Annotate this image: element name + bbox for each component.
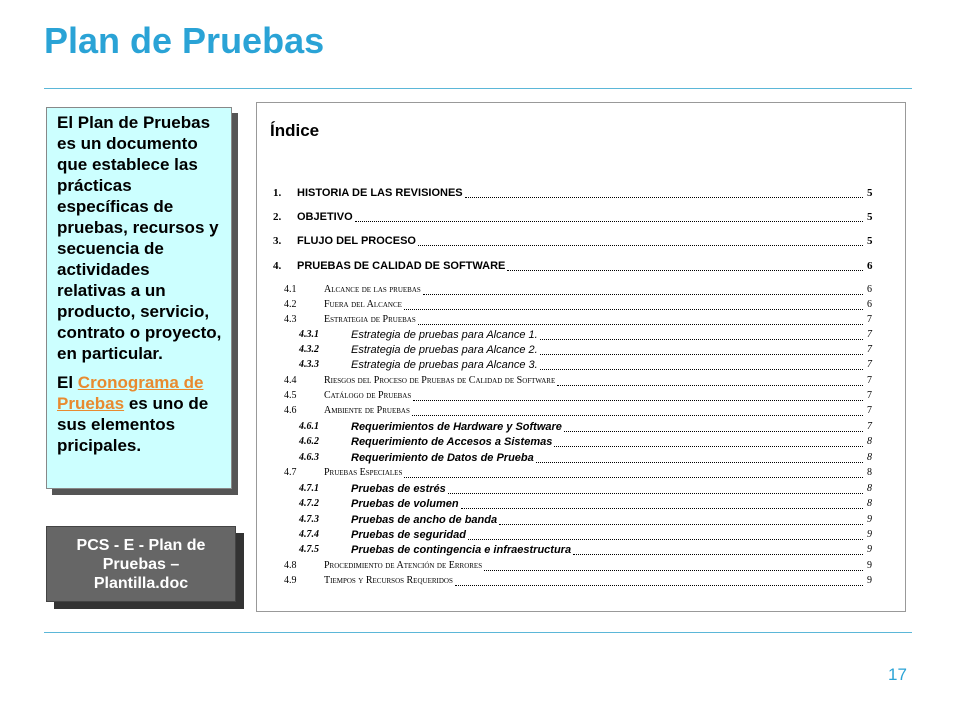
toc-entry[interactable] — [257, 260, 907, 274]
toc-dot-leader — [540, 344, 863, 355]
toc-dot-leader — [355, 211, 863, 222]
toc-entry[interactable] — [257, 483, 907, 497]
top-divider — [44, 88, 912, 89]
toc-entry-title: Estrategia de Pruebas — [324, 314, 416, 325]
toc-entry-number: 4.3.3 — [299, 359, 319, 370]
toc-entry-title: PRUEBAS DE CALIDAD DE SOFTWARE — [297, 260, 506, 272]
toc-entry-page: 5 — [867, 187, 873, 199]
toc-entry-number: 4.6.3 — [299, 452, 319, 463]
toc-entry-page: 5 — [867, 211, 873, 223]
toc-entry-page: 9 — [867, 575, 872, 586]
toc-entry-title: Requerimiento de Datos de Prueba — [351, 452, 534, 464]
description-schedule-paragraph — [57, 372, 223, 456]
toc-dot-leader — [423, 284, 863, 295]
description-box — [46, 107, 232, 489]
toc-dot-leader — [413, 390, 863, 401]
page-number: 17 — [888, 665, 907, 684]
toc-dot-leader — [499, 514, 863, 525]
toc-entry[interactable] — [257, 359, 907, 373]
toc-entry[interactable] — [257, 452, 907, 466]
toc-entry[interactable] — [257, 390, 907, 404]
toc-entry[interactable] — [257, 575, 907, 589]
slide-title: Plan de Pruebas — [44, 20, 325, 61]
toc-entry-page: 9 — [867, 560, 872, 571]
schedule-link[interactable]: Cronograma de Pruebas — [57, 373, 204, 413]
toc-entry-number: 4.2 — [284, 299, 297, 310]
toc-entry[interactable] — [257, 498, 907, 512]
toc-entry-number: 4.1 — [284, 284, 297, 295]
toc-entry[interactable] — [257, 314, 907, 328]
toc-entry-title: Pruebas de estrés — [351, 483, 446, 495]
toc-entry-number: 4.6.1 — [299, 421, 319, 432]
toc-dot-leader — [507, 260, 863, 271]
toc-dot-leader — [465, 187, 863, 198]
schedule-suffix: es uno de sus elementos pricipales. — [57, 394, 209, 455]
toc-dot-leader — [484, 560, 863, 571]
toc-dot-leader — [468, 529, 863, 540]
toc-entry[interactable] — [257, 405, 907, 419]
toc-entry-page: 7 — [867, 405, 872, 416]
toc-entry[interactable] — [257, 344, 907, 358]
index-document-preview — [256, 102, 906, 612]
toc-entry-number: 4. — [273, 260, 282, 272]
toc-dot-leader — [412, 405, 863, 416]
toc-entry-number: 4.3.1 — [299, 329, 319, 340]
toc-entry-title: Requerimientos de Hardware y Software — [351, 421, 562, 433]
toc-entry-page: 7 — [867, 375, 872, 386]
toc-dot-leader — [418, 314, 863, 325]
toc-entry[interactable] — [257, 211, 907, 225]
toc-dot-leader — [404, 467, 863, 478]
toc-entry-page: 7 — [867, 329, 872, 340]
toc-dot-leader — [418, 235, 863, 246]
toc-entry-number: 4.6 — [284, 405, 297, 416]
toc-entry-number: 2. — [273, 211, 282, 223]
toc-entry-page: 9 — [867, 514, 872, 525]
index-title: Índice — [270, 121, 320, 140]
description-paragraph: El Plan de Pruebas es un documento que establece las prácticas específicas de pruebas, recursos y secuencia de actividades relativas a un producto, servicio, contrato o proyecto, en particular. — [57, 113, 222, 363]
toc-entry[interactable] — [257, 284, 907, 298]
toc-entry-page: 7 — [867, 390, 872, 401]
toc-entry-page: 7 — [867, 359, 872, 370]
toc-entry[interactable] — [257, 436, 907, 450]
toc-entry-title: Estrategia de pruebas para Alcance 1. — [351, 329, 538, 341]
toc-entry-title: Alcance de las pruebas — [324, 284, 421, 295]
toc-entry[interactable] — [257, 514, 907, 528]
toc-entry-title: Pruebas de volumen — [351, 498, 459, 510]
toc-entry-title: Requerimiento de Accesos a Sistemas — [351, 436, 553, 448]
schedule-prefix: El — [57, 373, 78, 392]
toc-entry-page: 6 — [867, 284, 872, 295]
toc-entry[interactable] — [257, 467, 907, 481]
toc-entry-title: Pruebas de ancho de banda — [351, 514, 498, 526]
toc-entry-page: 8 — [867, 452, 872, 463]
toc-entry-title: Catálogo de Pruebas — [324, 390, 412, 401]
toc-entry-title: Estrategia de pruebas para Alcance 3. — [351, 359, 538, 371]
toc-dot-leader — [540, 359, 863, 370]
toc-entry-page: 9 — [867, 544, 872, 555]
toc-entry-title: Pruebas Especiales — [324, 467, 403, 478]
toc-entry[interactable] — [257, 529, 907, 543]
toc-entry-title: Estrategia de pruebas para Alcance 2. — [351, 344, 538, 356]
toc-entry[interactable] — [257, 375, 907, 389]
toc-entry[interactable] — [257, 187, 907, 201]
toc-entry-title: FLUJO DEL PROCESO — [297, 235, 416, 247]
toc-entry-page: 8 — [867, 436, 872, 447]
toc-entry[interactable] — [257, 560, 907, 574]
toc-entry-number: 4.7.2 — [299, 498, 319, 509]
toc-entry-number: 1. — [273, 187, 282, 199]
toc-entry-number: 3. — [273, 235, 282, 247]
toc-entry[interactable] — [257, 421, 907, 435]
toc-dot-leader — [554, 436, 863, 447]
toc-entry-number: 4.5 — [284, 390, 297, 401]
toc-entry-page: 6 — [867, 299, 872, 310]
toc-entry-title: Pruebas de contingencia e infraestructura — [351, 544, 572, 556]
bottom-divider — [44, 632, 912, 633]
toc-entry-number: 4.4 — [284, 375, 297, 386]
toc-entry-title: Ambiente de Pruebas — [324, 405, 410, 416]
toc-entry-page: 7 — [867, 421, 872, 432]
toc-entry-number: 4.7 — [284, 467, 297, 478]
toc-entry-number: 4.8 — [284, 560, 297, 571]
toc-entry-title: Fuera del Alcance — [324, 299, 402, 310]
toc-entry-page: 6 — [867, 260, 873, 272]
toc-entry[interactable] — [257, 544, 907, 558]
toc-dot-leader — [540, 329, 863, 340]
toc-dot-leader — [557, 375, 863, 386]
toc-entry-title: OBJETIVO — [297, 211, 353, 223]
toc-entry-page: 8 — [867, 467, 872, 478]
toc-dot-leader — [404, 299, 863, 310]
toc-entry-number: 4.7.4 — [299, 529, 319, 540]
toc-entry-page: 5 — [867, 235, 873, 247]
toc-dot-leader — [564, 421, 863, 432]
toc-entry[interactable] — [257, 329, 907, 343]
template-doc-label[interactable]: PCS - E - Plan de Pruebas – Plantilla.doc — [46, 526, 236, 602]
toc-entry-number: 4.3.2 — [299, 344, 319, 355]
toc-entry-page: 8 — [867, 498, 872, 509]
toc-entry-number: 4.7.5 — [299, 544, 319, 555]
toc-dot-leader — [573, 544, 863, 555]
toc-entry-number: 4.3 — [284, 314, 297, 325]
toc-entry-title: Pruebas de seguridad — [351, 529, 466, 541]
toc-entry-title: Riesgos del Proceso de Pruebas de Calidad de Software — [324, 375, 556, 386]
toc-dot-leader — [536, 452, 863, 463]
toc-entry-page: 8 — [867, 483, 872, 494]
toc-entry-page: 9 — [867, 529, 872, 540]
toc-entry-number: 4.6.2 — [299, 436, 319, 447]
toc-dot-leader — [455, 575, 863, 586]
toc-entry-title: Procedimiento de Atención de Errores — [324, 560, 483, 571]
toc-entry-number: 4.9 — [284, 575, 297, 586]
toc-entry-number: 4.7.1 — [299, 483, 319, 494]
toc-entry-page: 7 — [867, 344, 872, 355]
toc-dot-leader — [448, 483, 863, 494]
toc-entry[interactable] — [257, 299, 907, 313]
toc-entry[interactable] — [257, 235, 907, 249]
toc-dot-leader — [461, 498, 863, 509]
toc-entry-page: 7 — [867, 314, 872, 325]
toc-entry-number: 4.7.3 — [299, 514, 319, 525]
toc-entry-title: HISTORIA DE LAS REVISIONES — [297, 187, 463, 199]
toc-entry-title: Tiempos y Recursos Requeridos — [324, 575, 453, 586]
